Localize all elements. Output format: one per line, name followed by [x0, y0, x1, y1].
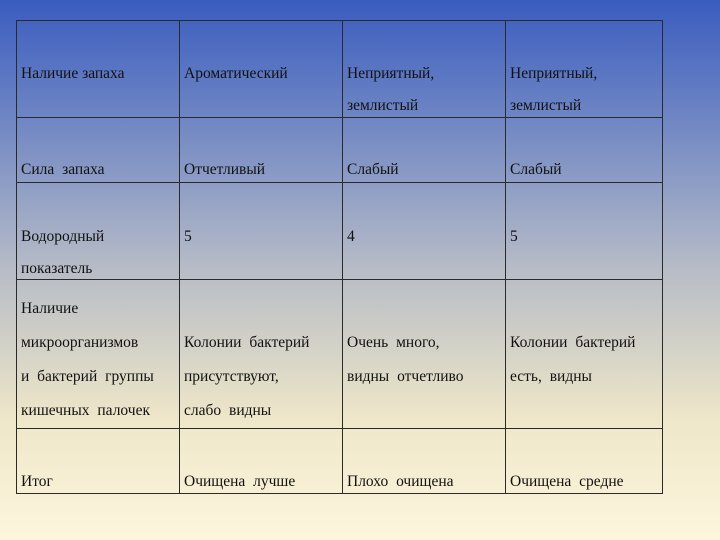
- cell-sample-3: [506, 183, 663, 280]
- cell-sample-1: [180, 429, 343, 494]
- row-label-odor-strength: [17, 118, 180, 183]
- cell-text: 5: [510, 228, 518, 245]
- cell-text: Слабый: [347, 161, 399, 178]
- cell-text: землистый: [347, 97, 419, 114]
- table-row: [17, 429, 663, 494]
- cell-text: показатель: [21, 260, 93, 277]
- cell-text: Неприятный,: [347, 65, 435, 82]
- cell-sample-1: [180, 118, 343, 183]
- cell-text: Водородный: [21, 228, 105, 245]
- cell-sample-3: [506, 21, 663, 118]
- cell-text: Неприятный,: [510, 65, 598, 82]
- cell-text: видны отчетливо: [347, 368, 464, 385]
- table-row: [17, 183, 663, 280]
- cell-text: присутствуют,: [184, 368, 279, 385]
- results-table: [16, 20, 663, 494]
- cell-text: кишечных палочек: [21, 402, 150, 419]
- cell-text: Очищена лучше: [184, 473, 296, 490]
- cell-text: Наличие: [21, 300, 79, 317]
- cell-text: Колонии бактерий: [510, 334, 636, 351]
- table-row: [17, 118, 663, 183]
- cell-text: Отчетливый: [184, 161, 266, 178]
- cell-sample-2: [343, 118, 506, 183]
- cell-text: Очищена средне: [510, 473, 624, 490]
- cell-text: землистый: [510, 97, 582, 114]
- cell-text: Итог: [21, 473, 53, 490]
- row-label-microorganisms: [17, 280, 180, 429]
- cell-text: 4: [347, 228, 355, 245]
- cell-text: Плохо очищена: [347, 473, 454, 490]
- table-row: [17, 21, 663, 118]
- cell-text: Ароматический: [184, 65, 288, 82]
- cell-sample-2: [343, 280, 506, 429]
- cell-text: Наличие запаха: [21, 65, 125, 82]
- cell-text: есть, видны: [510, 368, 592, 385]
- cell-sample-1: [180, 280, 343, 429]
- row-label-result: [17, 429, 180, 494]
- cell-sample-1: [180, 21, 343, 118]
- cell-text: микроорганизмов: [21, 334, 139, 351]
- cell-text: Слабый: [510, 161, 562, 178]
- row-label-odor-presence: [17, 21, 180, 118]
- table-row: [17, 280, 663, 429]
- cell-sample-1: [180, 183, 343, 280]
- cell-text: Сила запаха: [21, 161, 105, 178]
- cell-sample-2: [343, 21, 506, 118]
- cell-text: и бактерий группы: [21, 368, 154, 385]
- cell-text: 5: [184, 228, 192, 245]
- cell-sample-3: [506, 280, 663, 429]
- cell-text: слабо видны: [184, 402, 272, 419]
- cell-sample-2: [343, 183, 506, 280]
- cell-sample-2: [343, 429, 506, 494]
- cell-sample-3: [506, 118, 663, 183]
- cell-text: Колонии бактерий: [184, 334, 310, 351]
- row-label-ph: [17, 183, 180, 280]
- cell-sample-3: [506, 429, 663, 494]
- cell-text: Очень много,: [347, 334, 440, 351]
